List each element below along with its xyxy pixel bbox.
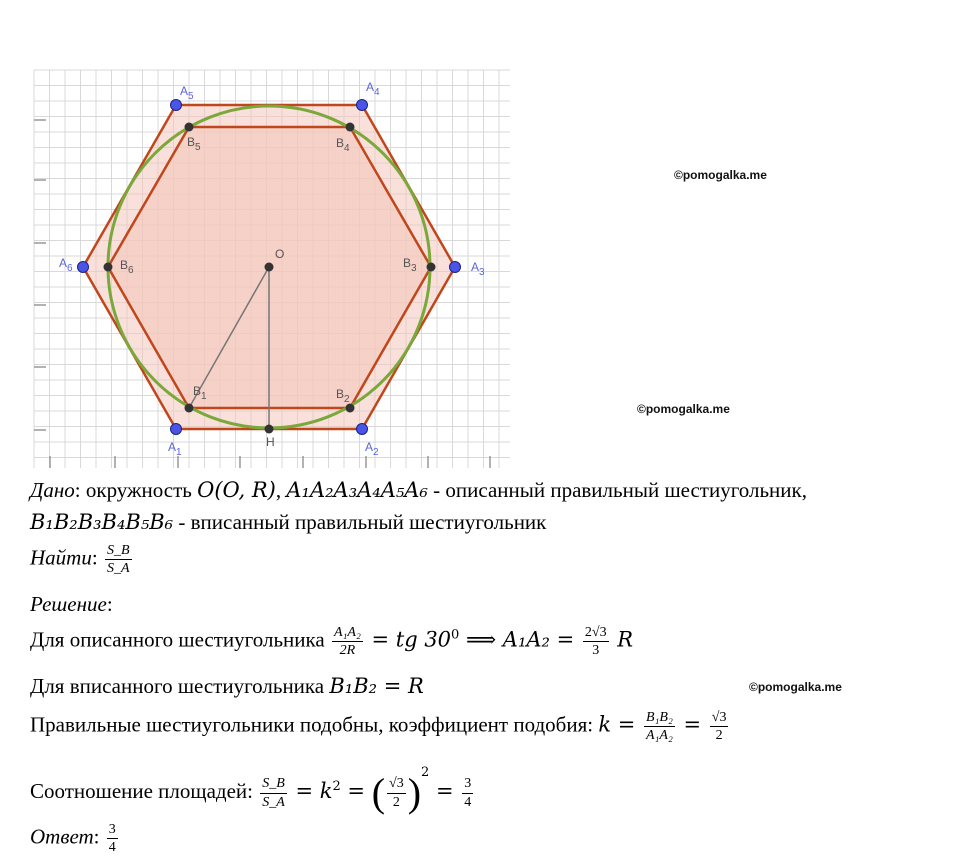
point-label: $B_2$ [336,387,350,405]
point-label: $B_5$ [187,135,201,153]
inner-point [427,263,436,272]
watermark: ©pomogalka.me [637,402,730,416]
inner-point [346,123,355,132]
fraction-denominator: S_A [106,561,130,577]
given-text: : окружность [74,478,198,502]
degree-sup: 0 [451,627,460,643]
equals: = [676,712,708,737]
step-4-k: = k [288,779,333,803]
answer-fraction [107,822,118,856]
fraction-numerator: 3 [107,822,118,839]
fraction-numerator: 3 [462,776,473,793]
point-label: H [266,435,275,449]
step-2 [30,676,424,697]
step-1-fraction [332,625,363,659]
find-fraction [105,543,132,577]
solution-label: Решение [30,592,107,616]
step-4-fraction-3 [462,776,473,810]
fraction-denominator: S_A [262,794,285,810]
point-label: $A_6$ [59,256,73,274]
inner-point [185,404,194,413]
outer-point [357,100,368,111]
inner-hexagon-name: B₁B₂B₃B₄B₅B₆ [30,510,174,534]
step-2-text: Для вписанного шестиугольника [30,674,330,698]
point-label: $B_1$ [193,384,207,402]
power-sup: 2 [332,779,341,794]
fraction-denominator: 2 [392,794,400,810]
point-label: $A_4$ [366,80,380,98]
find-label: Найти [30,545,92,570]
step-1-text: Для описанного шестиугольника [30,627,330,652]
fraction-numerator: S_B [105,543,132,560]
fraction-denominator: 3 [592,643,600,659]
step-3-fraction [644,710,675,744]
right-paren: ) [407,770,422,816]
outer-point [171,424,182,435]
point-label: $B_3$ [403,256,417,274]
equals: = [429,779,461,803]
step-2-formula: B₁B₂ = R [329,674,424,698]
fraction-numerator: 2√3 [583,625,609,642]
step-3-fraction-2 [710,710,729,744]
fraction-denominator: 2R [339,643,356,659]
outer-point [450,262,461,273]
find-line: Найти: $\frac{S\_B}{S\_A}$ [30,543,130,577]
step-3-k: k = [598,712,642,737]
step-1-implies: ⟹ A₁A₂ = [459,627,581,652]
fraction-numerator: S_B [260,776,287,793]
fraction-numerator: √3 [710,710,729,727]
given-text-2: - описанный правильный шестиугольник, [427,478,807,502]
watermark: ©pomogalka.me [674,168,767,182]
inner-point [104,263,113,272]
step-3-text: Правильные шестиугольники подобны, коэффициент подобия: [30,712,599,737]
watermark: ©pomogalka.me [749,680,842,694]
given-line-1 [30,480,807,501]
outer-hexagon-name: A₁A₂A₃A₄A₅A₆ [286,478,428,502]
outer-point [357,424,368,435]
point-label: $B_6$ [120,258,134,276]
step-1-fraction-2 [583,625,609,659]
inner-point [185,123,194,132]
fraction-numerator: √3 [387,776,406,793]
foot-point [265,425,274,434]
fraction-denominator: 2 [715,728,723,744]
comma: , [275,478,287,502]
point-label: $A_3$ [471,260,485,278]
step-3 [30,710,730,744]
point-label: $A_5$ [180,84,194,102]
fraction-denominator: 4 [108,840,116,856]
given-text-3: - вписанный правильный шестиугольник [173,510,547,534]
step-1-tg: = tg 30 [364,627,452,652]
answer-line: Ответ: $\frac{3}{4}$ [30,822,116,856]
fraction-denominator: 4 [464,794,472,810]
fraction-numerator: A₁A₂ [332,625,363,642]
step-4-fraction [260,776,287,810]
center-point [265,263,274,272]
fraction-numerator: B₁B₂ [644,710,675,727]
step-4-text: Соотношение площадей: [30,779,259,803]
fraction-denominator: A₁A₂ [645,728,673,744]
step-4 [30,765,475,816]
given-label: Дано [30,478,75,502]
point-label: $A_2$ [365,440,379,458]
step-1 [30,625,633,659]
outer-point [78,262,89,273]
point-label: O [275,247,285,261]
solution-line: Решение: [30,592,113,616]
given-line-2 [30,512,546,533]
circle-notation: O(O, R) [197,478,276,502]
equals: = [340,779,372,803]
step-1-r: R [610,627,634,652]
step-4-fraction-2 [387,776,406,810]
point-label: $B_4$ [336,136,350,154]
power-sup-2: 2 [421,765,430,780]
outer-point [171,100,182,111]
answer-label: Ответ [30,824,94,849]
left-paren: ( [371,770,386,816]
point-label: $A_1$ [168,440,182,458]
